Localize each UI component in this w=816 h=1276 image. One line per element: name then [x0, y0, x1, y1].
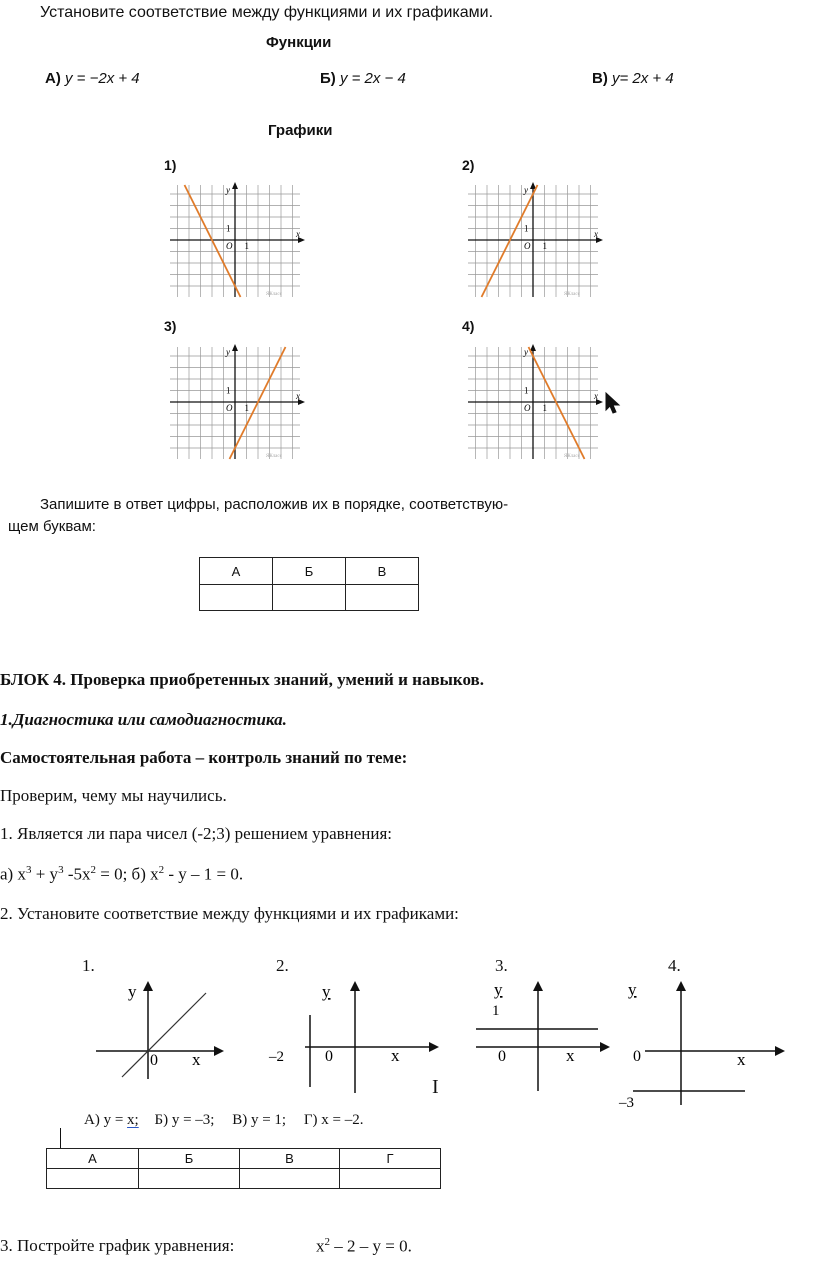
eq-part: + y [35, 864, 59, 884]
eq-part: x [316, 1236, 325, 1256]
x-axis-label: x [594, 391, 598, 401]
text-caret [60, 1128, 61, 1148]
task2-graph-3 [470, 975, 615, 1097]
functions-title: Функции [266, 34, 332, 51]
answer-header: Г [340, 1149, 441, 1169]
y-axis-arrow-icon [232, 344, 238, 351]
block4-heading: БЛОК 4. Проверка приобретенных знаний, умений и навыков. [0, 670, 484, 689]
task-intro: Установите соответствие между функциями и их графиками. [40, 4, 494, 21]
exponent: 2 [90, 864, 96, 876]
question-3: 3. Постройте график уравнения: [0, 1236, 235, 1255]
task2-graph-2 [265, 975, 445, 1097]
eq-part: = 0; б) x [100, 864, 159, 884]
eq-part: - y – 1 = 0. [168, 864, 244, 884]
watermark-label: ЯКласс [266, 292, 282, 297]
x-axis-label: x [594, 229, 598, 239]
function-c-expr: y= 2x + 4 [612, 70, 674, 87]
y-axis-arrow-icon [350, 981, 360, 991]
question-1-equations [0, 864, 243, 885]
watermark-label: ЯКласс [564, 454, 580, 459]
y-axis-arrow-icon [676, 981, 686, 991]
origin-label: O [226, 241, 233, 251]
mouse-cursor-icon [604, 391, 624, 415]
function-a-expr: y = −2x + 4 [65, 70, 140, 87]
text-cursor-icon: I [432, 1076, 439, 1098]
graph-label-2: 2. [276, 956, 289, 975]
answer-table-1 [199, 557, 419, 611]
x-axis-label: x [566, 1046, 575, 1065]
option-a-text: А) у = [84, 1112, 128, 1128]
eq-part: -5x [67, 864, 91, 884]
y-axis-label: y [628, 980, 637, 999]
minus-three-label: –3 [619, 1095, 634, 1110]
unit-x-label: 1 [244, 403, 249, 413]
answer-cell[interactable] [200, 585, 273, 611]
function-c [592, 70, 674, 87]
question-2: 2. Установите соответствие между функциями и их графиками: [0, 904, 459, 923]
answer-cell[interactable] [240, 1169, 340, 1189]
y-axis-arrow-icon [232, 182, 238, 189]
answer-cell[interactable] [340, 1169, 441, 1189]
y-axis-label: y [226, 185, 230, 195]
function-c-label: В) [592, 70, 608, 87]
x-axis-label: x [296, 229, 300, 239]
task2-graph-4 [613, 975, 793, 1110]
x-axis-arrow-icon [775, 1046, 785, 1056]
answer-cell[interactable] [273, 585, 346, 611]
x-axis-label: x [391, 1046, 400, 1065]
graph-3-label: 3) [164, 318, 177, 334]
origin-label: O [226, 403, 233, 413]
function-b-label: Б) [320, 70, 336, 87]
graph-1-label: 1) [164, 157, 177, 173]
y-axis-label: y [322, 982, 331, 1001]
answer-cell[interactable] [346, 585, 419, 611]
unit-y-label: 1 [226, 385, 231, 396]
x-axis-label: x [737, 1050, 746, 1069]
x-axis-label: x [192, 1050, 201, 1069]
answer-header: Б [139, 1149, 240, 1169]
graph-2 [463, 182, 603, 298]
question-3-equation [316, 1236, 412, 1257]
x-axis-arrow-icon [429, 1042, 439, 1052]
graph-label-1: 1. [82, 956, 95, 975]
function-b-expr: y = 2x − 4 [339, 70, 406, 87]
option-a [84, 1112, 139, 1128]
answer-header: В [240, 1149, 340, 1169]
graph-1 [165, 182, 305, 298]
exponent: 2 [324, 1236, 330, 1248]
origin-label: O [524, 403, 531, 413]
unit-y-label: 1 [524, 385, 529, 396]
function-a [45, 70, 140, 87]
answer-header: А [200, 558, 273, 585]
origin-label: 0 [325, 1048, 333, 1065]
y-axis-arrow-icon [533, 981, 543, 991]
function-line [529, 347, 585, 459]
eq-part: – 2 – y = 0. [334, 1236, 412, 1256]
function-line [230, 347, 286, 459]
instruction-line-1: Запишите в ответ цифры, расположив их в порядке, соответствую- [40, 496, 509, 513]
answer-table-2 [46, 1148, 441, 1189]
graph-3 [165, 344, 305, 460]
answer-header: Б [273, 558, 346, 585]
function-a-label: А) [45, 70, 61, 87]
instruction-line-2: щем буквам: [8, 518, 96, 535]
origin-label: 0 [498, 1048, 506, 1065]
y-axis-label: y [494, 980, 503, 999]
x-axis-label: x [296, 391, 300, 401]
graph-label-4: 4. [668, 956, 681, 975]
answer-cell[interactable] [139, 1169, 240, 1189]
exponent: 3 [58, 864, 64, 876]
graph-4-label: 4) [462, 318, 475, 334]
graphs-title: Графики [268, 122, 333, 139]
check-text: Проверим, чему мы научились. [0, 786, 227, 805]
graph-2-label: 2) [462, 157, 475, 173]
x-axis-arrow-icon [214, 1046, 224, 1056]
option-a-value: х; [127, 1112, 139, 1128]
question-1: 1. Является ли пара чисел (-2;3) решением уравнения: [0, 824, 393, 843]
option-b: Б) у = –3; [154, 1112, 215, 1128]
y-axis-label: y [226, 347, 230, 357]
y-axis-label: у [128, 982, 137, 1001]
x-axis-arrow-icon [600, 1042, 610, 1052]
task2-graph-1 [80, 975, 230, 1085]
options-row [84, 1112, 364, 1129]
y-axis-label: y [524, 185, 528, 195]
y-axis-arrow-icon [143, 981, 153, 991]
independent-work-heading: Самостоятельная работа – контроль знаний по теме: [0, 748, 408, 767]
one-label: 1 [492, 1003, 500, 1019]
graph-4 [463, 344, 603, 460]
diagnostics-subheading: 1.Диагностика или самодиагностика. [0, 710, 287, 729]
unit-x-label: 1 [542, 403, 547, 413]
answer-cell[interactable] [47, 1169, 139, 1189]
watermark-label: ЯКласс [266, 454, 282, 459]
option-c: В) у = 1; [232, 1112, 287, 1128]
answer-header: В [346, 558, 419, 585]
option-d: Г) х = –2. [303, 1112, 364, 1128]
unit-y-label: 1 [226, 223, 231, 234]
answer-header: А [47, 1149, 139, 1169]
origin-label: O [524, 241, 531, 251]
unit-x-label: 1 [244, 241, 249, 251]
eq-part: а) x [0, 864, 26, 884]
origin-label: 0 [150, 1052, 158, 1069]
y-axis-label: y [524, 347, 528, 357]
exponent: 3 [25, 864, 32, 876]
unit-x-label: 1 [542, 241, 547, 251]
graph-label-3: 3. [495, 956, 508, 975]
watermark-label: ЯКласс [564, 292, 580, 297]
minus-two-label: –2 [269, 1049, 284, 1065]
exponent: 2 [158, 864, 165, 876]
origin-label: 0 [633, 1048, 641, 1065]
function-b [320, 70, 406, 87]
unit-y-label: 1 [524, 223, 529, 234]
